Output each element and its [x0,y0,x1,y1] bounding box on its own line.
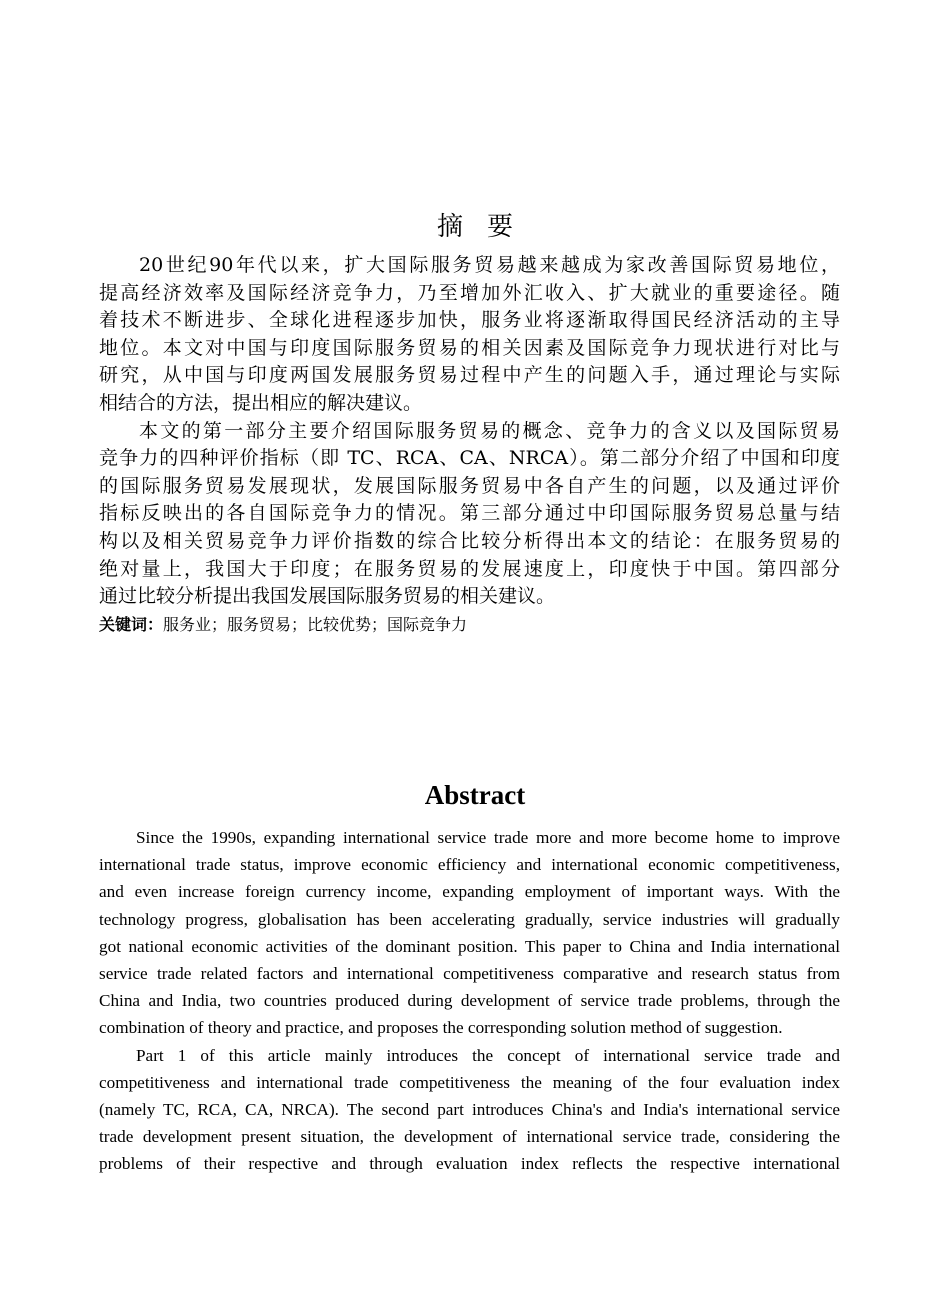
paragraph [99,252,840,418]
text-line: 竞争力的四种评价指标（即 TC、RCA、CA、NRCA）。第二部分介绍了中国和印度 [99,447,840,470]
text-line: 地位。本文对中国与印度国际服务贸易的相关因素及国际竞争力现状进行对比与 [99,336,840,359]
keywords-line [99,613,840,637]
text-line: competitiveness and international trade competitiveness the meaning of the four evaluation index [99,1072,840,1092]
text-line: 通过比较分析提出我国发展国际服务贸易的相关建议。 [99,585,556,608]
text-line: international trade status, improve economic efficiency and international economic competitiveness, [99,855,840,875]
text-line: 研究，从中国与印度两国发展服务贸易过程中产生的问题入手，通过理论与实际 [99,364,840,387]
text-line: 20世纪90年代以来，扩大国际服务贸易越来越成为家改善国际贸易地位， [139,254,840,276]
text-line: combination of theory and practice, and proposes the corresponding solution method of suggestion. [99,1018,783,1038]
keywords-label: 关键词： [99,614,164,634]
text-line: 绝对量上，我国大于印度；在服务贸易的发展速度上，印度快于中国。第四部分 [99,557,840,580]
text-line: got national economic activities of the dominant position. This paper to China and India international [99,936,840,956]
text-line: trade development present situation, the development of international service trade, considering the [99,1127,840,1147]
paragraph [99,418,840,611]
english-abstract-body [99,824,840,1178]
text-line: (namely TC, RCA, CA, NRCA). The second part introduces China's and India's international service [99,1100,840,1120]
text-line: Since the 1990s, expanding international service trade more and more become home to improve [136,828,840,847]
text-line: 本文的第一部分主要介绍国际服务贸易的概念、竞争力的含义以及国际贸易 [139,419,840,442]
text-line: Part 1 of this article mainly introduces the concept of international service trade and [136,1045,840,1065]
text-line: China and India, two countries produced during development of service trade problems, through the [99,991,840,1011]
chinese-abstract-title: 摘要 [436,212,537,242]
text-line: and even increase foreign currency income, expanding employment of important ways. With the [99,882,840,902]
text-line: 构以及相关贸易竞争力评价指数的综合比较分析得出本文的结论：在服务贸易的 [99,529,840,552]
paragraph [99,824,840,1042]
keywords-value: 服务业；服务贸易；比较优势；国际竞争力 [163,614,468,634]
chinese-abstract-body [99,252,840,637]
paragraph [99,1042,840,1178]
text-line: 指标反映出的各自国际竞争力的情况。第三部分通过中印国际服务贸易总量与结 [99,502,840,525]
text-line: 着技术不断进步、全球化进程逐步加快，服务业将逐渐取得国民经济活动的主导 [99,309,840,332]
text-line: 的国际服务贸易发展现状，发展国际服务贸易中各自产生的问题，以及通过评价 [99,474,840,497]
text-line: technology progress, globalisation has been accelerating gradually, service industries will gradually [99,909,840,929]
text-line: 提高经济效率及国际经济竞争力，乃至增加外汇收入、扩大就业的重要途径。随 [99,281,840,304]
english-abstract-title: Abstract [424,780,526,810]
text-line: problems of their respective and through evaluation index reflects the respective international [99,1154,840,1174]
text-line: service trade related factors and international competitiveness comparative and research status from [99,964,840,984]
text-line: 相结合的方法，提出相应的解决建议。 [99,391,423,414]
